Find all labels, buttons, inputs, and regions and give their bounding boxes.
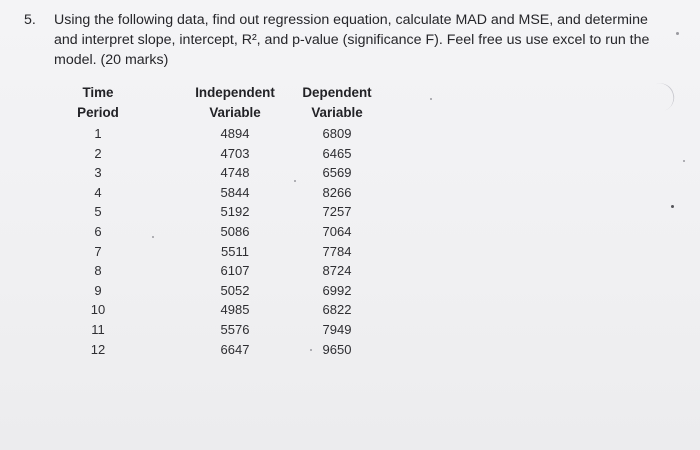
independent-variable-values xyxy=(190,124,280,359)
question-text xyxy=(54,10,650,70)
time-period-cell: 11 xyxy=(91,321,105,337)
header-line: Period xyxy=(77,105,119,120)
question-line: Using the following data, find out regression equation, calculate MAD and MSE, and determine xyxy=(54,12,648,28)
independent-variable-cell: 5052 xyxy=(220,282,250,298)
paper-speck xyxy=(676,32,679,35)
independent-variable-cell: 5192 xyxy=(220,204,250,220)
time-period-cell: 1 xyxy=(94,126,102,141)
dependent-variable-cell: 8724 xyxy=(322,263,352,279)
paper-speck xyxy=(430,98,432,100)
independent-variable-cell: 4894 xyxy=(220,126,250,141)
dependent-variable-values xyxy=(296,124,378,359)
independent-variable-cell: 4703 xyxy=(220,145,250,161)
dependent-variable-cell: 6992 xyxy=(322,282,352,298)
dependent-variable-cell: 7949 xyxy=(322,321,352,337)
dependent-variable-cell: 6822 xyxy=(322,302,352,318)
dependent-variable-cell: 8266 xyxy=(322,184,352,200)
paper-speck xyxy=(683,160,685,162)
time-period-cell: 2 xyxy=(94,145,102,161)
time-period-values xyxy=(67,124,129,359)
paper-speck xyxy=(671,205,674,208)
time-period-cell: 9 xyxy=(94,282,102,298)
dependent-variable-column xyxy=(296,83,378,359)
independent-variable-cell: 5576 xyxy=(220,321,250,337)
time-period-header xyxy=(67,83,129,123)
independent-variable-cell: 5086 xyxy=(220,223,250,239)
dependent-variable-cell: 9650 xyxy=(322,341,352,357)
header-line: Time xyxy=(82,85,114,100)
independent-variable-header xyxy=(190,83,280,123)
independent-variable-cell: 4748 xyxy=(220,165,250,181)
independent-variable-cell: 4985 xyxy=(220,302,250,318)
pen-mark xyxy=(651,80,678,113)
paper-speck xyxy=(294,180,296,182)
dependent-variable-cell: 6569 xyxy=(322,165,352,181)
time-period-column xyxy=(67,83,129,359)
dependent-variable-header xyxy=(296,83,378,123)
time-period-cell: 12 xyxy=(90,341,106,357)
dependent-variable-cell: 6465 xyxy=(322,145,352,161)
time-period-cell: 6 xyxy=(94,223,102,239)
header-line: Dependent xyxy=(302,85,372,100)
time-period-cell: 7 xyxy=(94,243,102,259)
time-period-cell: 3 xyxy=(94,165,102,181)
time-period-cell: 10 xyxy=(90,302,106,318)
question-number: 5. xyxy=(24,12,36,28)
dependent-variable-cell: 6809 xyxy=(322,126,352,141)
independent-variable-cell: 5511 xyxy=(221,243,249,259)
dependent-variable-cell: 7257 xyxy=(322,204,352,220)
independent-variable-cell: 6647 xyxy=(220,341,250,357)
paper-speck xyxy=(310,349,312,351)
dependent-variable-cell: 7784 xyxy=(322,243,352,259)
question-line: and interpret slope, intercept, R², and p-value (significance F). Feel free us use excel to run the xyxy=(54,32,650,48)
paper-speck xyxy=(152,236,154,238)
time-period-cell: 5 xyxy=(94,204,102,220)
header-line: Independent xyxy=(195,85,275,100)
time-period-cell: 4 xyxy=(94,184,102,200)
header-line: Variable xyxy=(311,105,363,120)
independent-variable-cell: 6107 xyxy=(220,263,250,279)
question-line: model. (20 marks) xyxy=(54,52,169,68)
time-period-cell: 8 xyxy=(94,263,102,279)
dependent-variable-cell: 7064 xyxy=(322,223,352,239)
independent-variable-column xyxy=(190,83,280,359)
independent-variable-cell: 5844 xyxy=(220,184,250,200)
header-line: Variable xyxy=(209,105,261,120)
